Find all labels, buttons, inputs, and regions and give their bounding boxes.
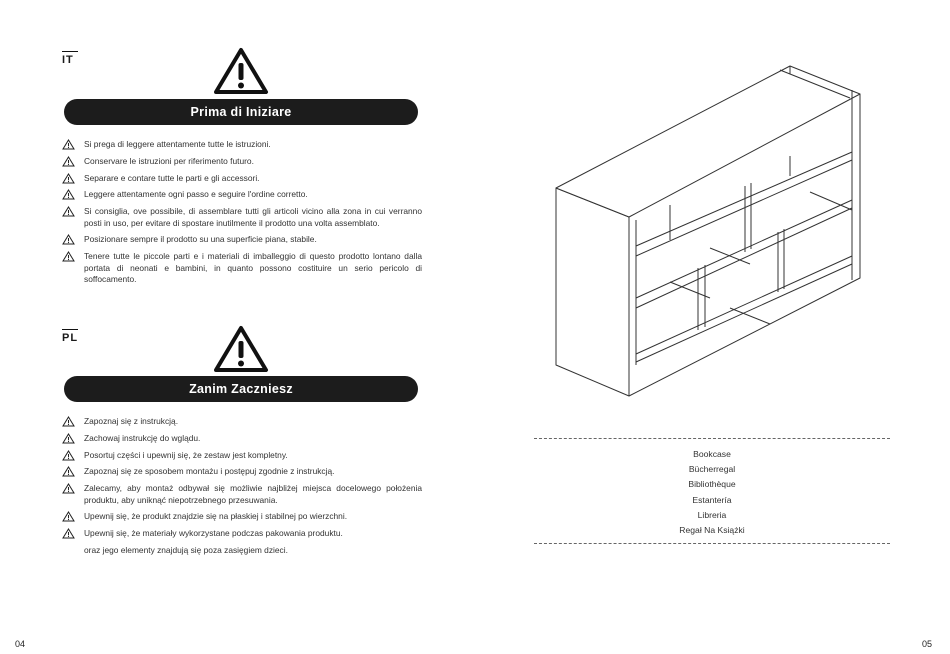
product-name: Bücherregal <box>688 464 736 475</box>
product-name: Bibliothèque <box>688 479 736 490</box>
bookcase-illustration <box>550 60 870 400</box>
list-item-text: Zalecamy, aby montaż odbywał się możliwie najbliżej miejsca docelowego położenia produktu, aby uniknąć niepotrzebnego przesuwania. <box>84 483 422 505</box>
warning-triangle-small-icon <box>62 450 75 461</box>
list-item <box>62 251 422 286</box>
list-item <box>62 189 422 201</box>
list-item <box>62 416 422 428</box>
list-item-text: Zachowaj instrukcję do wglądu. <box>84 432 201 443</box>
warning-triangle-small-icon <box>62 139 75 150</box>
warning-triangle-small-icon <box>62 466 75 477</box>
list-item <box>62 173 422 185</box>
list-item-text: Tenere tutte le piccole parti e i materiali di imballeggio di questo prodotto lontano dalla portata di neonati e bambini, in quanto possono costituire un serio pericolo di soffocamento. <box>84 251 422 285</box>
list-item-text: Conservare le istruzioni per riferimento futuro. <box>84 155 254 166</box>
list-item <box>62 528 422 540</box>
language-code-pl: PL <box>62 332 79 344</box>
list-item-text: Si consiglia, ove possibile, di assemblare tutti gli articoli vicino alla zona in cui verranno posti in uso, per evitare di spostare inutilmente il prodotto una volta assemblato. <box>84 206 422 228</box>
product-name: Regał Na Książki <box>679 525 745 536</box>
language-code-it: IT <box>62 54 74 66</box>
list-item-text: Leggere attentamente ogni passo e seguire l'ordine corretto. <box>84 189 308 200</box>
divider-bottom <box>534 543 890 544</box>
page-number-right: 05 <box>922 639 933 649</box>
warning-triangle-small-icon <box>62 156 75 167</box>
product-name: Libreria <box>697 509 727 520</box>
instructions-list-it <box>62 139 422 291</box>
warning-triangle-icon <box>213 47 269 95</box>
product-name: Estantería <box>692 494 732 505</box>
page-number-left: 04 <box>15 639 26 649</box>
right-page <box>475 0 950 654</box>
list-item <box>62 483 422 506</box>
warning-triangle-small-icon <box>62 234 75 245</box>
warning-triangle-small-icon <box>62 189 75 200</box>
list-item <box>62 139 422 151</box>
list-item-continuation <box>62 545 422 557</box>
warning-triangle-small-icon <box>62 483 75 494</box>
list-item <box>62 466 422 478</box>
warning-triangle-small-icon <box>62 433 75 444</box>
list-item <box>62 450 422 462</box>
list-item <box>62 206 422 229</box>
warning-triangle-small-icon <box>62 206 75 217</box>
list-item-text: Separare e contare tutte le parti e gli accessori. <box>84 172 260 183</box>
list-item-text: Upewnij się, że produkt znajdzie się na płaskiej i stabilnej po wierzchni. <box>84 511 348 522</box>
warning-triangle-small-icon <box>62 173 75 184</box>
divider-top <box>534 438 890 439</box>
list-item-text: oraz jego elementy znajdują się poza zasięgiem dzieci. <box>84 545 288 556</box>
instructions-list-pl <box>62 416 422 562</box>
list-item <box>62 511 422 523</box>
product-name: Bookcase <box>693 449 731 459</box>
list-item <box>62 234 422 246</box>
product-names-list <box>534 447 890 538</box>
section-title-banner-it: Prima di Iniziare <box>64 99 418 125</box>
warning-triangle-small-icon <box>62 528 75 539</box>
list-item-text: Zapoznaj się z instrukcją. <box>84 416 179 426</box>
section-title-banner-pl: Zanim Zaczniesz <box>64 376 418 402</box>
warning-triangle-small-icon <box>62 416 75 427</box>
warning-triangle-icon <box>213 325 269 373</box>
list-item <box>62 156 422 168</box>
list-item-text: Si prega di leggere attentamente tutte le istruzioni. <box>84 139 271 149</box>
list-item-text: Zapoznaj się ze sposobem montażu i postępuj zgodnie z instrukcją. <box>84 466 335 477</box>
list-item-text: Upewnij się, że materiały wykorzystane podczas pakowania produktu. <box>84 528 343 539</box>
warning-triangle-small-icon <box>62 251 75 262</box>
list-item <box>62 433 422 445</box>
warning-triangle-small-icon <box>62 511 75 522</box>
list-item-text: Posizionare sempre il prodotto su una superficie piana, stabile. <box>84 234 317 245</box>
list-item-text: Posortuj części i upewnij się, że zestaw jest kompletny. <box>84 449 288 460</box>
